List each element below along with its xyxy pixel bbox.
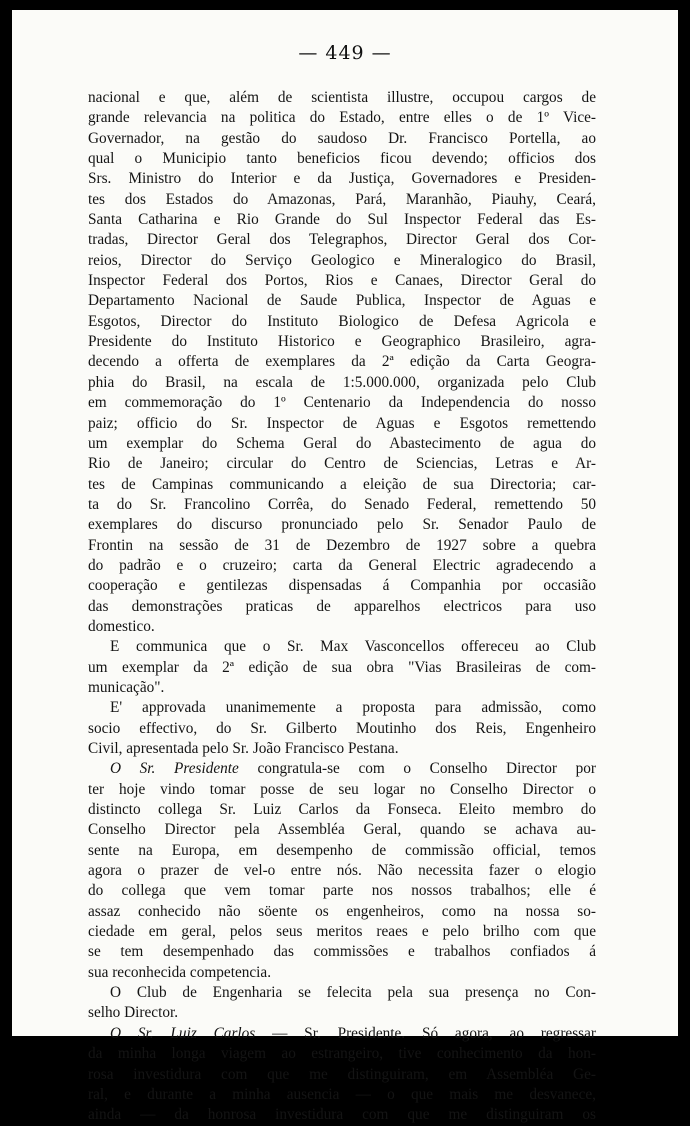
text-line: Conselho Director pela Assembléa Geral, quando se achava au- xyxy=(88,821,596,839)
text-line: um exemplar do Schema Geral do Abastecimento de agua do xyxy=(88,434,596,452)
speaker-presidente: O Sr. Presidente xyxy=(110,760,239,778)
body-text xyxy=(88,88,596,1126)
document-page xyxy=(12,10,678,1124)
text-line: O Club de Engenharia se felecita pela sua presença no Con- xyxy=(110,984,596,1002)
text-line: do padrão e o cruzeiro; carta da General Electric agradecendo a xyxy=(88,556,596,574)
text-line: sua reconhecida competencia. xyxy=(88,963,272,981)
text-line: E communica que o Sr. Max Vasconcellos offereceu ao Club xyxy=(110,638,596,656)
text-line: Inspector Federal dos Portos, Rios e Canaes, Director Geral do xyxy=(88,272,596,290)
text-line: cooperação e gentilezas dispensadas á Companhia por occasião xyxy=(88,577,596,595)
text-line: qual o Municipio tanto beneficios ficou devendo; officios dos xyxy=(88,150,596,168)
text-line: distincto collega Sr. Luiz Carlos da Fonseca. Eleito membro do xyxy=(88,801,596,819)
text-line-luiz-carlos: O Sr. Luiz Carlos — Sr. Presidente. Só agora, ao regressar xyxy=(110,1024,596,1042)
speaker-luiz-carlos: O Sr. Luiz Carlos xyxy=(110,1024,256,1042)
page-number: — 449 — xyxy=(298,42,392,64)
text-line: Governador, na gestão do saudoso Dr. Francisco Portella, ao xyxy=(88,129,596,147)
text-line: domestico. xyxy=(88,617,155,635)
text-line: ciedade em geral, pelos seus meritos reaes e pelo brilho com que xyxy=(88,923,596,941)
text-line: ter hoje vindo tomar posse de seu logar no Conselho Director o xyxy=(88,780,596,798)
text-line: das demonstrações praticas de apparelhos electricos para uso xyxy=(88,597,596,615)
text-line: rosa investidura com que me distinguiram, em Assembléa Ge- xyxy=(88,1065,596,1083)
text-line: exemplares do discurso pronunciado pelo Sr. Senador Paulo de xyxy=(88,516,596,534)
text-line: Civil, apresentada pelo Sr. João Francisco Pestana. xyxy=(88,740,399,757)
text-line: em commemoração do 1º Centenario da Independencia do nosso xyxy=(88,394,596,412)
text-line: da minha longa viagem ao estrangeiro, tive conhecimento da hon- xyxy=(88,1045,596,1063)
text-line: municação". xyxy=(88,678,165,696)
text-line: paiz; officio do Sr. Inspector de Aguas e Esgotos remettendo xyxy=(88,414,596,432)
text-line: phia do Brasil, na escala de 1:5.000.000, organizada pelo Club xyxy=(88,373,596,391)
text-line: se tem desempenhado das commissões e trabalhos confiados á xyxy=(88,943,596,961)
text-line: ta do Sr. Francolino Corrêa, do Senado Federal, remettendo 50 xyxy=(88,495,596,513)
text-line: selho Director. xyxy=(88,1004,179,1022)
text-line: Departamento Nacional de Saude Publica, Inspector de Aguas e xyxy=(88,292,596,310)
text-line: tradas, Director Geral dos Telegraphos, Director Geral dos Cor- xyxy=(88,231,596,249)
text-line: ral, e durante a minha ausencia — o que mais me desvanece, xyxy=(88,1085,596,1103)
text-line: reios, Director do Serviço Geologico e Mineralogico do Brasil, xyxy=(88,251,596,269)
text-line: Rio de Janeiro; circular do Centro de Sciencias, Letras e Ar- xyxy=(88,455,596,473)
text-line: tes dos Estados do Amazonas, Pará, Maranhão, Piauhy, Ceará, xyxy=(88,190,596,208)
text-line: agora o prazer de vel-o entre nós. Não necessita fazer o elogio xyxy=(88,862,596,880)
text-line: assaz conhecido não söente os engenheiros, como na nossa so- xyxy=(88,902,596,920)
text-line-presidente: O Sr. Presidente congratula-se com o Conselho Director por xyxy=(110,760,596,778)
text-line: Santa Catharina e Rio Grande do Sul Inspector Federal das Es- xyxy=(88,211,596,229)
text-line: tes de Campinas communicando a eleição de sua Directoria; car- xyxy=(88,475,596,493)
text-line: Srs. Ministro do Interior e da Justiça, Governadores e Presiden- xyxy=(88,170,596,188)
text-line: um exemplar da 2ª edição de sua obra "Vias Brasileiras de com- xyxy=(88,658,596,676)
text-line: E' approvada unanimemente a proposta para admissão, como xyxy=(110,699,596,717)
text-line: grande relevancia na politica do Estado, entre elles o de 1º Vice- xyxy=(88,109,596,127)
text-line: sente na Europa, em desempenho de commissão official, temos xyxy=(88,841,596,859)
text-line: nacional e que, além de scientista illustre, occupou cargos de xyxy=(88,89,596,106)
text-line: socio effectivo, do Sr. Gilberto Moutinho dos Reis, Engenheiro xyxy=(88,719,596,737)
text-line: Esgotos, Director do Instituto Biologico de Defesa Agricola e xyxy=(88,312,596,330)
text-line: Presidente do Instituto Historico e Geographico Brasileiro, agra- xyxy=(88,333,596,351)
text-line: ainda — da honrosa investidura com que me distinguiram os xyxy=(88,1106,596,1124)
text-line: Frontin na sessão de 31 de Dezembro de 1927 sobre a quebra xyxy=(88,536,596,554)
text-line: do collega que vem tomar parte nos nossos trabalhos; elle é xyxy=(88,882,596,900)
text-line: decendo a offerta de exemplares da 2ª edição da Carta Geogra- xyxy=(88,353,596,371)
